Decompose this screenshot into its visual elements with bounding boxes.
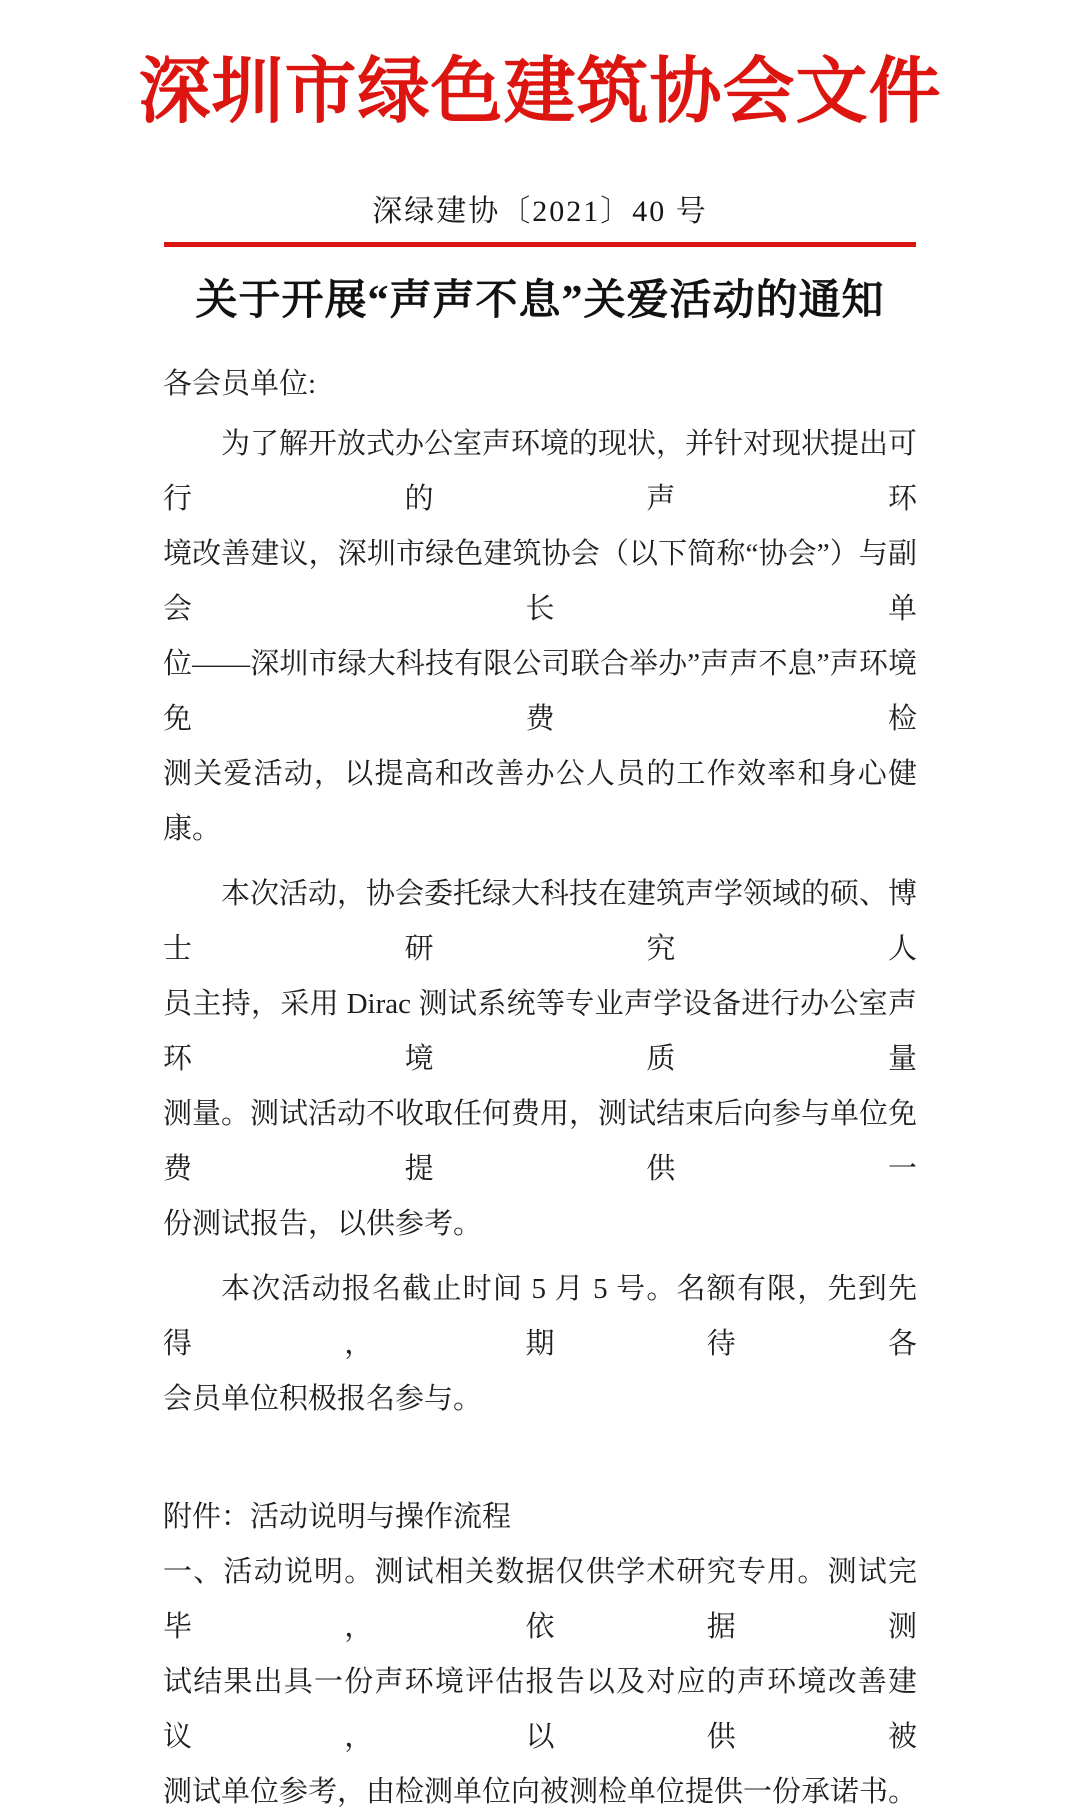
body-line: 会员单位积极报名参与。: [163, 1383, 483, 1415]
document-body: [163, 357, 917, 1820]
body-line: 测关爱活动，以提高和改善办公人员的工作效率和身心健康。: [163, 758, 917, 845]
body-line: 试结果出具一份声环境评估报告以及对应的声环境改善建议，以供被: [163, 1666, 917, 1753]
paragraph-3: [163, 1262, 917, 1427]
body-line: 一、活动说明。测试相关数据仅供学术研究专用。测试完毕，依据测: [163, 1556, 917, 1643]
salutation: 各会员单位:: [163, 368, 317, 400]
body-line: 本次活动，协会委托绿大科技在建筑声学领域的硕、博士研究人: [163, 878, 918, 965]
body-line: 测试单位参考，由检测单位向被测检单位提供一份承诺书。: [163, 1776, 918, 1808]
paragraph-2: [163, 867, 917, 1252]
paragraph-4: [163, 1545, 917, 1820]
body-line: 测量。测试活动不收取任何费用，测试结束后向参与单位免费提供一: [163, 1098, 918, 1185]
paragraph-1: [163, 417, 917, 857]
doc-number: 深绿建协〔2021〕40 号: [372, 195, 708, 228]
body-line: 本次活动报名截止时间 5 月 5 号。名额有限，先到先得，期待各: [163, 1273, 917, 1360]
red-divider-rule: [164, 242, 916, 247]
notice-title: 关于开展“声声不息”关爱活动的通知: [195, 278, 885, 324]
body-line: 境改善建议，深圳市绿色建筑协会（以下简称“协会”）与副会长单: [163, 538, 917, 625]
body-line: 位——深圳市绿大科技有限公司联合举办”声声不息”声环境免费检: [163, 648, 917, 735]
attachment-label: 附件：活动说明与操作流程: [163, 1501, 512, 1533]
org-title: 深圳市绿色建筑协会文件: [138, 52, 942, 132]
body-line: 份测试报告，以供参考。: [163, 1208, 483, 1240]
body-line: 员主持，采用 Dirac 测试系统等专业声学设备进行办公室声环境质量: [163, 988, 917, 1075]
body-line: 为了解开放式办公室声环境的现状，并针对现状提出可行的声环: [163, 428, 918, 515]
